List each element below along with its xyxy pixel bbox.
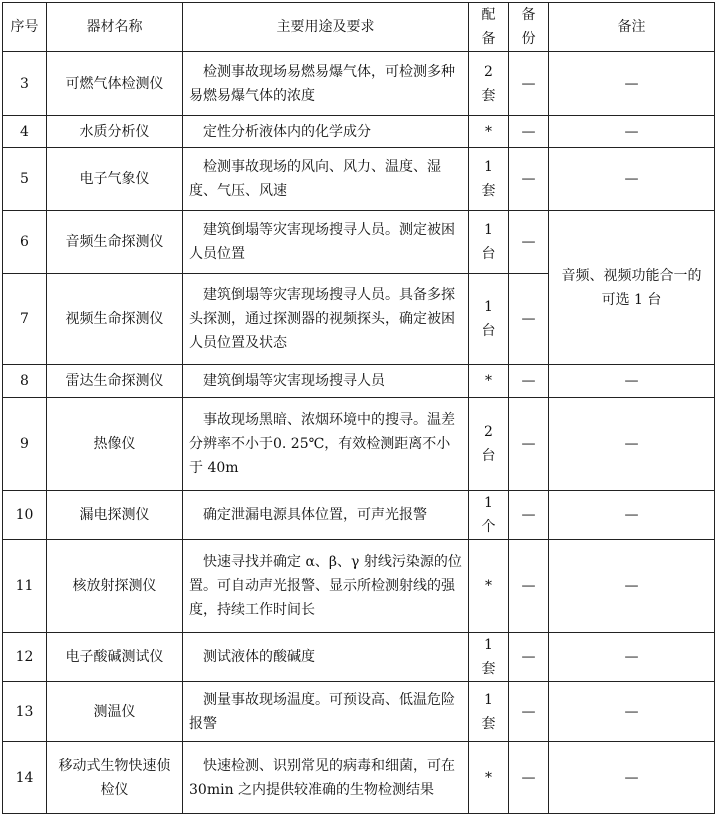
row-usage: 快速检测、识别常见的病毒和细菌，可在 30min 之内提供较准确的生物检测结果 — [183, 742, 469, 814]
row-no: 10 — [3, 491, 47, 540]
row-name: 移动式生物快速侦检仪 — [47, 742, 183, 814]
table-row — [3, 540, 715, 633]
row-note: — — [549, 116, 715, 148]
row-spare: — — [509, 491, 549, 540]
table-row — [3, 211, 715, 274]
row-usage: 检测事故现场的风向、风力、温度、湿度、气压、风速 — [183, 148, 469, 211]
table-row — [3, 742, 715, 814]
row-spare: — — [509, 540, 549, 633]
row-no: 9 — [3, 398, 47, 491]
header-note: 备注 — [549, 3, 715, 52]
row-note: — — [549, 148, 715, 211]
row-qty: 1 台 — [469, 211, 509, 274]
row-name: 测温仪 — [47, 682, 183, 742]
row-no: 5 — [3, 148, 47, 211]
row-name: 电子酸碱测试仪 — [47, 633, 183, 682]
table-row — [3, 52, 715, 116]
row-no: 7 — [3, 274, 47, 365]
header-name: 器材名称 — [47, 3, 183, 52]
row-spare: — — [509, 211, 549, 274]
row-qty: * — [469, 540, 509, 633]
header-spare: 备份 — [509, 3, 549, 52]
row-no: 8 — [3, 365, 47, 398]
row-no: 4 — [3, 116, 47, 148]
row-name: 水质分析仪 — [47, 116, 183, 148]
table-row — [3, 148, 715, 211]
row-usage: 检测事故现场易燃易爆气体，可检测多种易燃易爆气体的浓度 — [183, 52, 469, 116]
row-qty: 2 套 — [469, 52, 509, 116]
table-row — [3, 491, 715, 540]
row-spare: — — [509, 682, 549, 742]
row-note: — — [549, 398, 715, 491]
row-usage: 测量事故现场温度。可预设高、低温危险报警 — [183, 682, 469, 742]
row-name: 视频生命探测仪 — [47, 274, 183, 365]
row-name: 电子气象仪 — [47, 148, 183, 211]
row-spare: — — [509, 633, 549, 682]
row-no: 11 — [3, 540, 47, 633]
header-usage: 主要用途及要求 — [183, 3, 469, 52]
row-spare: — — [509, 148, 549, 211]
merged-note: 音频、视频功能合一的可选 1 台 — [549, 211, 715, 365]
row-no: 12 — [3, 633, 47, 682]
row-qty: * — [469, 116, 509, 148]
table-row — [3, 116, 715, 148]
row-name: 可燃气体检测仪 — [47, 52, 183, 116]
equipment-table — [2, 2, 715, 814]
header-no: 序号 — [3, 3, 47, 52]
row-usage: 建筑倒塌等灾害现场搜寻人员 — [183, 365, 469, 398]
row-name: 漏电探测仪 — [47, 491, 183, 540]
row-usage: 测试液体的酸碱度 — [183, 633, 469, 682]
row-qty: 1 套 — [469, 148, 509, 211]
row-note: — — [549, 742, 715, 814]
table-row — [3, 365, 715, 398]
row-note: — — [549, 491, 715, 540]
row-no: 14 — [3, 742, 47, 814]
row-usage: 定性分析液体内的化学成分 — [183, 116, 469, 148]
row-no: 13 — [3, 682, 47, 742]
row-name: 热像仪 — [47, 398, 183, 491]
row-name: 音频生命探测仪 — [47, 211, 183, 274]
row-usage: 快速寻找并确定 α、β、γ 射线污染源的位置。可自动声光报警、显示所检测射线的强度，持续工作时间长 — [183, 540, 469, 633]
row-note: — — [549, 52, 715, 116]
row-note: — — [549, 365, 715, 398]
row-spare: — — [509, 365, 549, 398]
header-row — [3, 3, 715, 52]
row-name: 核放射探测仪 — [47, 540, 183, 633]
row-qty: * — [469, 365, 509, 398]
row-note: — — [549, 633, 715, 682]
row-qty: * — [469, 742, 509, 814]
row-usage: 建筑倒塌等灾害现场搜寻人员。具备多探头探测，通过探测器的视频探头，确定被困人员位置及状态 — [183, 274, 469, 365]
row-qty: 2 台 — [469, 398, 509, 491]
row-note: — — [549, 540, 715, 633]
row-spare: — — [509, 742, 549, 814]
row-spare: — — [509, 52, 549, 116]
row-no: 6 — [3, 211, 47, 274]
row-usage: 确定泄漏电源具体位置，可声光报警 — [183, 491, 469, 540]
row-usage: 事故现场黑暗、浓烟环境中的搜寻。温差分辨率不小于0. 25℃，有效检测距离不小于 40m — [183, 398, 469, 491]
header-qty: 配备 — [469, 3, 509, 52]
row-spare: — — [509, 116, 549, 148]
row-spare: — — [509, 398, 549, 491]
row-name: 雷达生命探测仪 — [47, 365, 183, 398]
row-spare: — — [509, 274, 549, 365]
row-qty: 1 套 — [469, 633, 509, 682]
row-qty: 1 个 — [469, 491, 509, 540]
table-row — [3, 398, 715, 491]
row-usage: 建筑倒塌等灾害现场搜寻人员。测定被困人员位置 — [183, 211, 469, 274]
row-note: — — [549, 682, 715, 742]
row-no: 3 — [3, 52, 47, 116]
row-qty: 1 套 — [469, 682, 509, 742]
row-qty: 1 台 — [469, 274, 509, 365]
table-row — [3, 633, 715, 682]
table-row — [3, 682, 715, 742]
